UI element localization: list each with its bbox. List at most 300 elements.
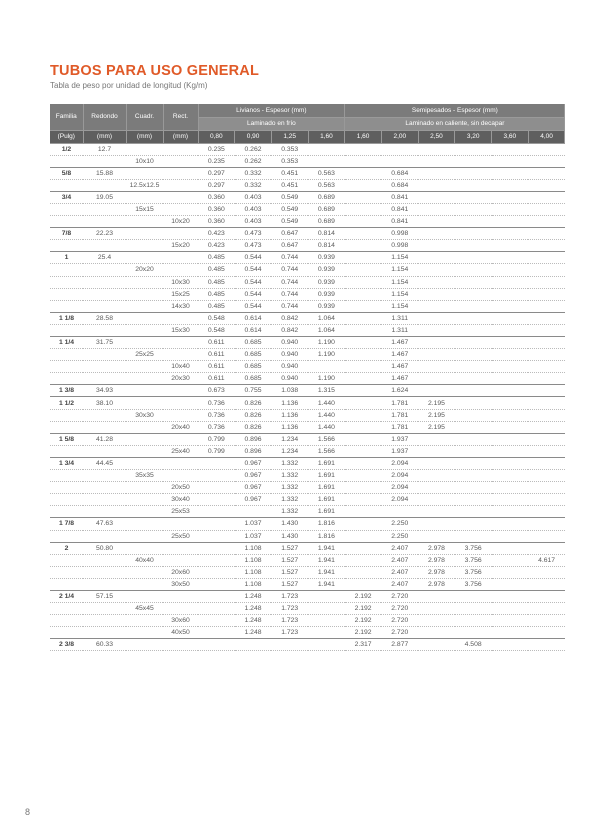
- cell-cuadrado: [126, 373, 163, 385]
- cell-rectangular: 40x50: [163, 627, 198, 639]
- cell-weight: [528, 409, 565, 421]
- cell-weight: 1.154: [381, 252, 418, 264]
- cell-weight: [492, 445, 529, 457]
- cell-weight: [492, 590, 529, 602]
- cell-weight: [345, 312, 382, 324]
- cell-weight: [455, 167, 492, 179]
- cell-redondo: [83, 324, 126, 336]
- cell-rectangular: [163, 639, 198, 651]
- cell-cuadrado: 10x10: [126, 155, 163, 167]
- cell-weight: [492, 203, 529, 215]
- cell-weight: 1.816: [308, 518, 345, 530]
- cell-weight: [528, 240, 565, 252]
- cell-weight: [345, 494, 382, 506]
- cell-weight: 0.485: [198, 252, 235, 264]
- cell-weight: 0.548: [198, 324, 235, 336]
- cell-weight: [345, 324, 382, 336]
- header-cuadr: Cuadr.: [126, 104, 163, 130]
- cell-rectangular: 10x30: [163, 276, 198, 288]
- cell-weight: [455, 349, 492, 361]
- header-livianos-sub: Laminado en frío: [198, 117, 345, 130]
- cell-weight: [345, 409, 382, 421]
- cell-weight: 0.611: [198, 337, 235, 349]
- header-rect: Rect.: [163, 104, 198, 130]
- cell-weight: [492, 578, 529, 590]
- table-row: [50, 264, 565, 276]
- cell-weight: [198, 590, 235, 602]
- cell-weight: [455, 494, 492, 506]
- cell-weight: 0.685: [235, 349, 272, 361]
- cell-weight: 1.136: [271, 397, 308, 409]
- cell-rectangular: 30x60: [163, 615, 198, 627]
- cell-weight: 0.611: [198, 361, 235, 373]
- cell-weight: 0.684: [381, 167, 418, 179]
- cell-weight: 3.756: [455, 566, 492, 578]
- cell-weight: 0.485: [198, 276, 235, 288]
- cell-familia: [50, 288, 83, 300]
- cell-weight: 0.423: [198, 240, 235, 252]
- cell-cuadrado: [126, 627, 163, 639]
- cell-redondo: [83, 627, 126, 639]
- cell-rectangular: [163, 470, 198, 482]
- cell-weight: 1.430: [271, 530, 308, 542]
- cell-weight: 0.685: [235, 337, 272, 349]
- cell-weight: 3.756: [455, 542, 492, 554]
- cell-weight: 1.154: [381, 300, 418, 312]
- cell-weight: [418, 216, 455, 228]
- cell-weight: 1.941: [308, 566, 345, 578]
- cell-familia: [50, 276, 83, 288]
- cell-weight: 1.311: [381, 324, 418, 336]
- cell-weight: [492, 264, 529, 276]
- cell-weight: [198, 542, 235, 554]
- cell-weight: 0.353: [271, 143, 308, 155]
- cell-weight: [528, 216, 565, 228]
- cell-redondo: [83, 482, 126, 494]
- table-row: [50, 288, 565, 300]
- cell-weight: 1.430: [271, 518, 308, 530]
- table-row: [50, 578, 565, 590]
- cell-weight: [528, 482, 565, 494]
- cell-weight: [198, 554, 235, 566]
- cell-weight: 0.563: [308, 167, 345, 179]
- cell-weight: 2.978: [418, 566, 455, 578]
- cell-rectangular: 25x50: [163, 530, 198, 542]
- cell-weight: 0.353: [271, 155, 308, 167]
- cell-cuadrado: [126, 324, 163, 336]
- cell-weight: [528, 191, 565, 203]
- cell-weight: 1.234: [271, 433, 308, 445]
- cell-familia: 1 1/4: [50, 337, 83, 349]
- cell-cuadrado: [126, 276, 163, 288]
- header-semipesados: Semipesados - Espesor (mm): [345, 104, 565, 117]
- table-row: [50, 639, 565, 651]
- cell-weight: 1.038: [271, 385, 308, 397]
- cell-weight: [345, 167, 382, 179]
- cell-weight: 0.549: [271, 203, 308, 215]
- cell-weight: [528, 203, 565, 215]
- cell-redondo: 41.28: [83, 433, 126, 445]
- cell-weight: [492, 530, 529, 542]
- cell-weight: 0.814: [308, 240, 345, 252]
- cell-weight: [345, 337, 382, 349]
- cell-weight: [345, 385, 382, 397]
- cell-redondo: [83, 566, 126, 578]
- cell-weight: 1.248: [235, 615, 272, 627]
- cell-weight: [455, 518, 492, 530]
- cell-weight: 2.407: [381, 554, 418, 566]
- cell-weight: 0.814: [308, 228, 345, 240]
- cell-rectangular: [163, 409, 198, 421]
- table-row: [50, 203, 565, 215]
- cell-weight: 0.744: [271, 300, 308, 312]
- cell-weight: 2.978: [418, 554, 455, 566]
- cell-rectangular: [163, 397, 198, 409]
- cell-weight: 0.235: [198, 143, 235, 155]
- cell-familia: 1: [50, 252, 83, 264]
- cell-weight: 2.720: [381, 590, 418, 602]
- cell-cuadrado: 35x35: [126, 470, 163, 482]
- cell-weight: [492, 228, 529, 240]
- cell-weight: 0.998: [381, 228, 418, 240]
- cell-weight: 1.332: [271, 457, 308, 469]
- cell-weight: 0.614: [235, 324, 272, 336]
- cell-familia: 1 3/8: [50, 385, 83, 397]
- cell-weight: 0.842: [271, 324, 308, 336]
- cell-weight: [492, 603, 529, 615]
- cell-familia: [50, 373, 83, 385]
- cell-weight: [418, 264, 455, 276]
- table-row: [50, 627, 565, 639]
- cell-weight: 1.691: [308, 457, 345, 469]
- page-title: TUBOS PARA USO GENERAL: [50, 63, 260, 79]
- table-row: [50, 240, 565, 252]
- header-redondo: Redondo: [83, 104, 126, 130]
- page-subtitle: Tabla de peso por unidad de longitud (Kg/m): [50, 81, 208, 90]
- cell-rectangular: 20x60: [163, 566, 198, 578]
- cell-weight: 1.154: [381, 288, 418, 300]
- table-row: [50, 482, 565, 494]
- cell-weight: 1.315: [308, 385, 345, 397]
- table-row: [50, 361, 565, 373]
- cell-weight: 0.235: [198, 155, 235, 167]
- cell-weight: 1.108: [235, 578, 272, 590]
- cell-weight: [345, 300, 382, 312]
- cell-weight: 1.108: [235, 554, 272, 566]
- cell-weight: 0.485: [198, 288, 235, 300]
- cell-rectangular: [163, 337, 198, 349]
- cell-redondo: 31.75: [83, 337, 126, 349]
- cell-weight: [492, 542, 529, 554]
- cell-redondo: [83, 445, 126, 457]
- cell-weight: [345, 143, 382, 155]
- cell-weight: [455, 445, 492, 457]
- cell-weight: 0.998: [381, 240, 418, 252]
- cell-weight: [345, 373, 382, 385]
- cell-weight: 0.685: [235, 373, 272, 385]
- cell-weight: 0.403: [235, 216, 272, 228]
- cell-redondo: [83, 421, 126, 433]
- cell-weight: 0.332: [235, 179, 272, 191]
- cell-weight: 1.723: [271, 603, 308, 615]
- cell-rectangular: [163, 203, 198, 215]
- cell-weight: [528, 506, 565, 518]
- cell-weight: 0.940: [271, 337, 308, 349]
- cell-cuadrado: [126, 506, 163, 518]
- cell-weight: [492, 470, 529, 482]
- cell-weight: 2.720: [381, 615, 418, 627]
- cell-weight: [418, 518, 455, 530]
- cell-familia: 2 3/8: [50, 639, 83, 651]
- cell-weight: 1.154: [381, 276, 418, 288]
- cell-weight: 0.939: [308, 288, 345, 300]
- cell-weight: [418, 155, 455, 167]
- cell-weight: [418, 312, 455, 324]
- table-row: [50, 191, 565, 203]
- cell-weight: 1.467: [381, 337, 418, 349]
- table-row: [50, 554, 565, 566]
- cell-weight: [455, 590, 492, 602]
- cell-redondo: 34.93: [83, 385, 126, 397]
- cell-redondo: [83, 203, 126, 215]
- cell-weight: [198, 506, 235, 518]
- header-thickness: 0,80: [198, 130, 235, 143]
- cell-weight: [345, 578, 382, 590]
- cell-weight: [528, 349, 565, 361]
- cell-weight: 3.756: [455, 554, 492, 566]
- cell-weight: [455, 155, 492, 167]
- cell-rectangular: [163, 457, 198, 469]
- cell-weight: [528, 421, 565, 433]
- header-unit-mm: (mm): [126, 130, 163, 143]
- cell-weight: [528, 276, 565, 288]
- cell-weight: 0.896: [235, 433, 272, 445]
- cell-rectangular: [163, 385, 198, 397]
- cell-weight: 2.195: [418, 421, 455, 433]
- cell-cuadrado: [126, 566, 163, 578]
- cell-weight: [418, 385, 455, 397]
- cell-familia: [50, 566, 83, 578]
- cell-weight: 2.720: [381, 627, 418, 639]
- cell-rectangular: 20x40: [163, 421, 198, 433]
- cell-rectangular: [163, 433, 198, 445]
- cell-weight: 0.473: [235, 228, 272, 240]
- cell-weight: [492, 615, 529, 627]
- cell-familia: [50, 494, 83, 506]
- cell-weight: [308, 590, 345, 602]
- cell-weight: 0.647: [271, 240, 308, 252]
- cell-weight: [492, 312, 529, 324]
- cell-rectangular: [163, 590, 198, 602]
- cell-weight: [492, 639, 529, 651]
- cell-weight: 1.937: [381, 445, 418, 457]
- cell-weight: [455, 337, 492, 349]
- cell-weight: 4.617: [528, 554, 565, 566]
- cell-weight: 0.841: [381, 191, 418, 203]
- table-row: [50, 216, 565, 228]
- cell-weight: 0.967: [235, 470, 272, 482]
- cell-weight: 0.544: [235, 252, 272, 264]
- cell-weight: [308, 155, 345, 167]
- cell-weight: 1.136: [271, 421, 308, 433]
- cell-cuadrado: 40x40: [126, 554, 163, 566]
- cell-weight: 1.941: [308, 554, 345, 566]
- cell-weight: 0.940: [271, 361, 308, 373]
- cell-weight: 1.723: [271, 590, 308, 602]
- cell-weight: [528, 397, 565, 409]
- cell-weight: [418, 276, 455, 288]
- cell-weight: [528, 627, 565, 639]
- weight-table: [50, 104, 565, 651]
- cell-redondo: [83, 373, 126, 385]
- cell-weight: [198, 518, 235, 530]
- cell-weight: [345, 252, 382, 264]
- cell-weight: [528, 590, 565, 602]
- cell-weight: 1.332: [271, 482, 308, 494]
- cell-rectangular: [163, 252, 198, 264]
- cell-cuadrado: [126, 143, 163, 155]
- cell-weight: [455, 191, 492, 203]
- table-row: [50, 143, 565, 155]
- cell-weight: 0.611: [198, 373, 235, 385]
- cell-familia: [50, 300, 83, 312]
- cell-familia: 1 5/8: [50, 433, 83, 445]
- cell-weight: [455, 252, 492, 264]
- cell-weight: 1.723: [271, 627, 308, 639]
- cell-weight: 0.614: [235, 312, 272, 324]
- cell-weight: 1.064: [308, 324, 345, 336]
- cell-cuadrado: 45x45: [126, 603, 163, 615]
- cell-weight: [345, 457, 382, 469]
- header-thickness: 1,25: [271, 130, 308, 143]
- cell-cuadrado: [126, 337, 163, 349]
- header-thickness: 3,20: [455, 130, 492, 143]
- cell-weight: [492, 506, 529, 518]
- cell-weight: [492, 518, 529, 530]
- table-row: [50, 409, 565, 421]
- cell-weight: [528, 167, 565, 179]
- cell-redondo: 60.33: [83, 639, 126, 651]
- cell-weight: [455, 324, 492, 336]
- cell-weight: 1.332: [271, 470, 308, 482]
- cell-rectangular: 25x40: [163, 445, 198, 457]
- cell-weight: 0.485: [198, 300, 235, 312]
- cell-weight: [198, 578, 235, 590]
- cell-weight: 2.407: [381, 566, 418, 578]
- cell-weight: [492, 373, 529, 385]
- cell-weight: [455, 457, 492, 469]
- cell-weight: 0.744: [271, 276, 308, 288]
- cell-weight: 0.297: [198, 179, 235, 191]
- cell-weight: 0.841: [381, 216, 418, 228]
- cell-weight: 1.467: [381, 349, 418, 361]
- cell-weight: 1.527: [271, 554, 308, 566]
- cell-weight: 1.527: [271, 578, 308, 590]
- cell-weight: 0.736: [198, 409, 235, 421]
- cell-weight: [308, 615, 345, 627]
- cell-rectangular: [163, 179, 198, 191]
- cell-weight: [345, 397, 382, 409]
- cell-weight: 0.673: [198, 385, 235, 397]
- header-thickness: 2,00: [381, 130, 418, 143]
- cell-weight: [528, 324, 565, 336]
- cell-cuadrado: 15x15: [126, 203, 163, 215]
- cell-weight: 1.190: [308, 373, 345, 385]
- cell-cuadrado: [126, 252, 163, 264]
- cell-rectangular: 15x25: [163, 288, 198, 300]
- cell-weight: [345, 276, 382, 288]
- cell-familia: [50, 179, 83, 191]
- cell-weight: [528, 578, 565, 590]
- cell-weight: [455, 264, 492, 276]
- cell-weight: [418, 457, 455, 469]
- cell-weight: 1.190: [308, 337, 345, 349]
- cell-weight: 1.941: [308, 578, 345, 590]
- cell-weight: [492, 252, 529, 264]
- cell-weight: [345, 433, 382, 445]
- cell-weight: 1.311: [381, 312, 418, 324]
- cell-weight: 4.508: [455, 639, 492, 651]
- table-row: [50, 433, 565, 445]
- cell-weight: 1.467: [381, 373, 418, 385]
- cell-weight: [528, 373, 565, 385]
- cell-cuadrado: [126, 167, 163, 179]
- cell-cuadrado: [126, 542, 163, 554]
- cell-cuadrado: [126, 615, 163, 627]
- table-row: [50, 252, 565, 264]
- cell-rectangular: 30x40: [163, 494, 198, 506]
- cell-weight: 2.720: [381, 603, 418, 615]
- cell-familia: [50, 421, 83, 433]
- cell-weight: [198, 494, 235, 506]
- cell-weight: [198, 566, 235, 578]
- cell-weight: [455, 385, 492, 397]
- cell-weight: [345, 349, 382, 361]
- cell-weight: 1.440: [308, 409, 345, 421]
- cell-weight: [528, 603, 565, 615]
- cell-weight: 1.781: [381, 397, 418, 409]
- cell-cuadrado: [126, 228, 163, 240]
- cell-cuadrado: [126, 518, 163, 530]
- table-row: [50, 167, 565, 179]
- cell-redondo: 38.10: [83, 397, 126, 409]
- cell-weight: 0.403: [235, 191, 272, 203]
- table-row: [50, 324, 565, 336]
- cell-weight: [235, 506, 272, 518]
- cell-weight: 0.744: [271, 264, 308, 276]
- cell-weight: [455, 373, 492, 385]
- cell-weight: [528, 361, 565, 373]
- cell-cuadrado: [126, 482, 163, 494]
- cell-weight: [198, 530, 235, 542]
- cell-weight: [492, 191, 529, 203]
- cell-weight: 0.563: [308, 179, 345, 191]
- cell-redondo: [83, 615, 126, 627]
- cell-weight: 1.723: [271, 615, 308, 627]
- cell-weight: 0.826: [235, 397, 272, 409]
- cell-redondo: [83, 264, 126, 276]
- table-row: [50, 300, 565, 312]
- cell-redondo: 22.23: [83, 228, 126, 240]
- cell-weight: [455, 288, 492, 300]
- cell-weight: 1.566: [308, 433, 345, 445]
- cell-redondo: [83, 349, 126, 361]
- cell-weight: 2.407: [381, 542, 418, 554]
- cell-weight: 1.941: [308, 542, 345, 554]
- cell-redondo: [83, 409, 126, 421]
- cell-weight: [492, 566, 529, 578]
- cell-weight: [345, 518, 382, 530]
